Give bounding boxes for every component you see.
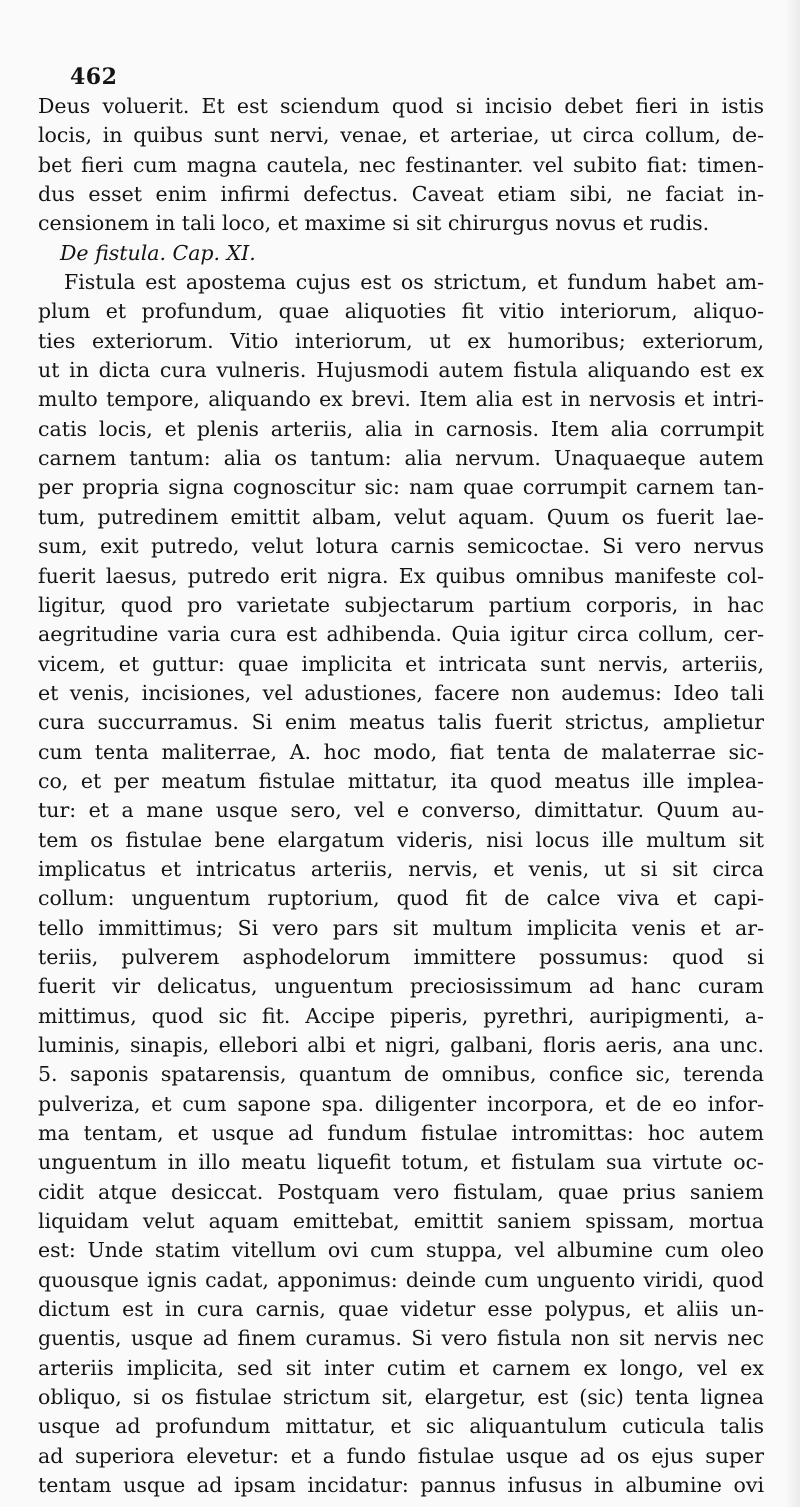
text-line: luminis, sinapis, ellebori albi et nigri, galbani, floris aeris, ana unc. bbox=[38, 1033, 764, 1057]
text-line: tello immittimus; Si vero pars sit multum implicita venis et ar- bbox=[38, 915, 764, 940]
text-line: obliquo, si os fistulae strictum sit, elargetur, est (sic) tenta lignea bbox=[38, 1385, 764, 1410]
text-line: 5. saponis spatarensis, quantum de omnibus, confice sic, terenda bbox=[38, 1062, 764, 1087]
text-line: catis locis, et plenis arteriis, alia in carnosis. Item alia corrumpit bbox=[38, 416, 764, 441]
text-line: teriis, pulverem asphodelorum immittere possumus: quod si bbox=[38, 944, 764, 969]
text-line: fuerit laesus, putredo erit nigra. Ex quibus omnibus manifeste col- bbox=[38, 563, 764, 588]
text-line: Deus voluerit. Et est sciendum quod si incisio debet fieri in istis bbox=[38, 94, 764, 118]
text-line: ma tentam, et usque ad fundum fistulae intromittas: hoc autem bbox=[38, 1121, 764, 1146]
text-block bbox=[38, 92, 764, 1501]
text-line: plum et profundum, quae aliquoties fit vitio interiorum, aliquo- bbox=[38, 299, 764, 324]
text-line: est: Unde statim vitellum ovi cum stuppa, vel albumine cum oleo bbox=[38, 1238, 764, 1263]
text-line: cidit atque desiccat. Postquam vero fistulam, quae prius saniem bbox=[38, 1179, 764, 1204]
text-line: carnem tantum: alia os tantum: alia nervum. Unaquaeque autem bbox=[38, 446, 764, 471]
text-line: locis, in quibus sunt nervi, venae, et arteriae, ut circa collum, de- bbox=[38, 123, 764, 148]
text-line: per propria signa cognoscitur sic: nam quae corrumpit carnem tan- bbox=[38, 475, 764, 500]
page-number: 462 bbox=[70, 64, 118, 90]
text-line: collum: unguentum ruptorium, quod fit de calce viva et capi- bbox=[38, 886, 764, 911]
text-line: tum, putredinem emittit albam, velut aquam. Quum os fuerit lae- bbox=[38, 504, 764, 529]
text-line: arteriis implicita, sed sit inter cutim et carnem ex longo, vel ex bbox=[38, 1355, 764, 1380]
page-edge-shadow bbox=[786, 0, 800, 1507]
text-line: cura succurramus. Si enim meatus talis fuerit strictus, amplietur bbox=[38, 710, 764, 735]
text-line: vicem, et guttur: quae implicita et intricata sunt nervis, arteriis, bbox=[38, 651, 764, 676]
text-line: implicatus et intricatus arteriis, nervis, et venis, ut si sit circa bbox=[38, 856, 764, 881]
chapter-heading: De fistula. Cap. XI. bbox=[60, 240, 256, 265]
text-line: usque ad profundum mittatur, et sic aliquantulum cuticula talis bbox=[38, 1414, 764, 1439]
text-line: ligitur, quod pro varietate subjectarum partium corporis, in hac bbox=[38, 592, 764, 617]
text-line: co, et per meatum fistulae mittatur, ita quod meatus ille implea- bbox=[38, 768, 764, 793]
text-line: liquidam velut aquam emittebat, emittit saniem spissam, mortua bbox=[38, 1209, 764, 1234]
text-line: tem os fistulae bene elargatum videris, nisi locus ille multum sit bbox=[38, 827, 764, 852]
text-line: aegritudine varia cura est adhibenda. Quia igitur circa collum, cer- bbox=[38, 622, 764, 647]
text-line: guentis, usque ad finem curamus. Si vero fistula non sit nervis nec bbox=[38, 1326, 764, 1351]
text-line: dictum est in cura carnis, quae videtur esse polypus, et aliis un- bbox=[38, 1297, 764, 1322]
text-line: mittimus, quod sic fit. Accipe piperis, pyrethri, auripigmenti, a- bbox=[38, 1003, 764, 1028]
text-line: et venis, incisiones, vel adustiones, facere non audemus: Ideo tali bbox=[38, 680, 764, 705]
text-line: multo tempore, aliquando ex brevi. Item alia est in nervosis et intri- bbox=[38, 387, 764, 412]
text-line: ad superiora elevetur: et a fundo fistulae usque ad os ejus super bbox=[38, 1443, 764, 1468]
text-line: fuerit vir delicatus, unguentum preciosissimum ad hanc curam bbox=[38, 974, 764, 999]
text-line: quousque ignis cadat, apponimus: deinde cum unguento viridi, quod bbox=[38, 1267, 764, 1292]
text-line: tur: et a mane usque sero, vel e converso, dimittatur. Quum au- bbox=[38, 798, 764, 823]
text-line: unguentum in illo meatu liquefit totum, et fistulam sua virtute oc- bbox=[38, 1150, 764, 1175]
text-line: sum, exit putredo, velut lotura carnis semicoctae. Si vero nervus bbox=[38, 534, 764, 559]
text-line: ties exteriorum. Vitio interiorum, ut ex humoribus; exteriorum, bbox=[38, 328, 764, 353]
text-line: ut in dicta cura vulneris. Hujusmodi autem fistula aliquando est ex bbox=[38, 358, 764, 383]
text-line: tentam usque ad ipsam incidatur: pannus infusus in albumine ovi bbox=[38, 1473, 764, 1498]
text-line: dus esset enim infirmi defectus. Caveat etiam sibi, ne faciat in- bbox=[38, 182, 764, 207]
text-line: bet fieri cum magna cautela, nec festinanter. vel subito fiat: timen- bbox=[38, 152, 764, 177]
text-line: cum tenta maliterrae, A. hoc modo, fiat tenta de malaterrae sic- bbox=[38, 739, 764, 764]
text-line: pulveriza, et cum sapone spa. diligenter incorpora, et de eo infor- bbox=[38, 1091, 764, 1116]
text-line: Fistula est apostema cujus est os strictum, et fundum habet am- bbox=[64, 270, 764, 295]
text-line: censionem in tali loco, et maxime si sit chirurgus novus et rudis. bbox=[38, 211, 710, 236]
